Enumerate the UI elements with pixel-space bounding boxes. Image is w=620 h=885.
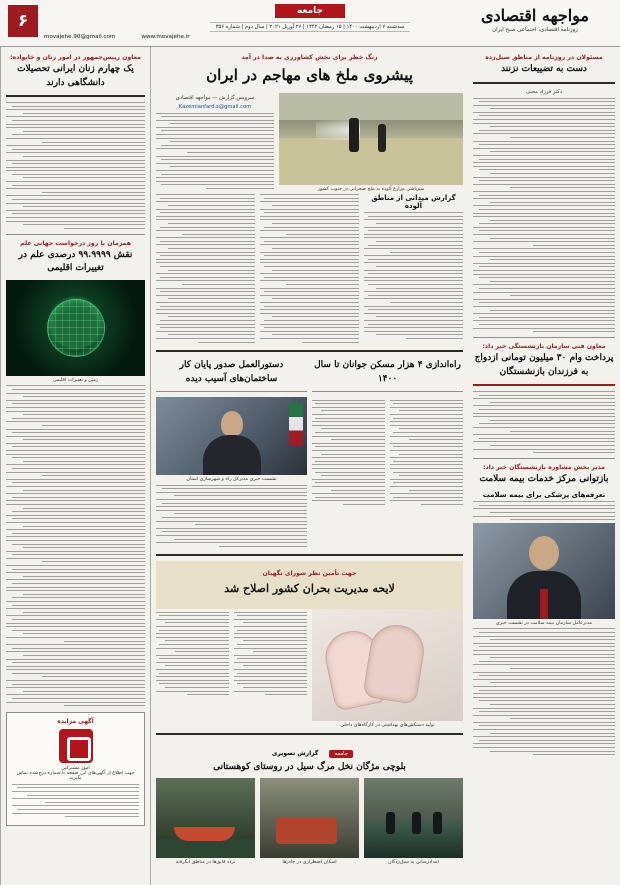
center-photo-caption: سم‌پاشی مزارع آلوده به ملخ صحرایی در جنوب کشور [317,186,425,192]
classified-ad-text: جهت اطلاع از آگهی‌های این صفحه با شماره درج‌شده تماس بگیرید [16,771,135,782]
masthead-links [44,34,190,40]
center-body-1 [364,212,463,339]
locust-spraying-photo [279,93,463,185]
right-lead-kicker: معاون رییس‌جمهور در امور زنان و خانواده: [10,54,141,61]
photo-figure-2 [412,812,421,834]
glove-right [362,621,427,705]
photo-figure-2 [378,124,386,152]
left-top-headline: دست به تضییعات نزنند [501,64,587,74]
photo-figure-1 [349,118,359,152]
center-mid-2-body-b [312,397,385,507]
center-footer-headline: بلوچی مژگان نخل مرگ سیل در روستای کوهستانی [213,761,406,772]
left-bottom-headline: بازتوانی مرکز خدمات بیمه سلامت [479,474,609,485]
footer-photo-1-wrap [364,778,463,865]
footer-badge: جامعه [329,750,353,758]
center-body-col-3 [156,192,255,346]
center-body-col-1 [364,192,463,346]
left-portrait-caption: مدیرعامل سازمان بیمه سلامت در نشست خبری [495,620,593,626]
left-bottom-subhead: تعرفه‌های پزشکی برای بیمه سلامت [482,490,606,499]
center-subhead: گزارش میدانی از مناطق آلوده [371,193,456,210]
footer-caption-1: امدادرسانی به سیل‌زدگان [388,860,439,866]
divider [156,350,463,352]
divider [473,337,615,338]
right-lead-headline: یک چهارم زنان ایرانی تحصیلات دانشگاهی دارند [17,64,134,88]
dateline: سه‌شنبه ۷ اردیبهشت ۱۴۰۰ | ۱۵ رمضان ۱۴۴۲ | ۲۷ آوریل ۲۰۲۱ | سال دوم | شماره ۳۵۶ [210,22,410,32]
center-bottom-body-b [156,609,229,728]
portrait-head [221,411,243,437]
right-ad-headline: نقش ۹۹.۹۹۹۹ درصدی علم در تغییرات اقلیمی [18,249,133,274]
center-lead-body [156,113,274,189]
center-mid-headline-2: راه‌اندازی ۴ هزار مسکن جوانان تا سال ۱۴۰۰ [314,360,461,384]
phone-icon [59,729,93,763]
globe-icon [47,299,105,357]
footer-photo-strip [156,778,463,865]
center-body-3 [156,194,255,342]
divider [156,733,463,735]
center-lead-photo-wrap [279,93,463,192]
center-lead-row [156,93,463,192]
column-center [150,47,468,885]
right-globe-caption: زمین و تغییرات اقلیمی [52,377,99,383]
iran-flag-icon [289,403,303,445]
photo-figure-3 [433,812,442,834]
left-mid-body [473,391,615,453]
left-top-kicker: مسئولان در روزنامه از مناطق سیل‌زده [485,54,603,61]
center-mid-2-body-a [390,397,463,507]
divider [6,95,145,97]
right-lead-body [6,102,145,229]
center-mid-photo-caption: نشست خبری مدیرکل راه و شهرسازی استان [186,477,277,483]
divider [6,234,145,235]
column-right [0,47,150,885]
center-byline: سرویس گزارش — مواجهه اقتصادی [175,94,255,101]
boat-photo [156,778,255,858]
center-body-col-2 [260,192,359,346]
divider [312,391,463,392]
classified-ad-box[interactable] [6,712,145,826]
masthead-email[interactable]: movajehe.90@gmail.com [44,34,116,40]
portrait-tie [540,589,548,619]
logo-subtitle: روزنامه اقتصادی، اجتماعی صبح ایران [492,27,578,33]
photo-hill [279,120,463,138]
center-byline-mail[interactable]: Kazemianfard.s@gmail.com [178,103,252,110]
right-ad-body [6,385,145,706]
footer-tag: گزارش تصویری [271,749,319,757]
gloves-caption: تولید دستکش‌های بهداشتی در کارگاه‌های داخلی [340,722,435,728]
flood-photo [364,778,463,858]
divider [156,391,307,392]
photo-boat [174,827,235,841]
center-mid-2-cols [312,397,463,507]
tent-photo [260,778,359,858]
center-bottom-text [156,609,307,728]
page-number: ۶ [8,5,38,37]
center-mid-headline-1: دستورالعمل صدور پایان کار ساختمان‌های آسیب دیده [179,360,284,384]
column-left [468,47,620,885]
divider [473,82,615,84]
photo-water [156,839,255,858]
center-gloves-wrap [312,609,463,728]
globe-science-photo [6,280,145,376]
divider-red [473,384,615,386]
footer-photo-3-wrap [156,778,255,865]
left-mid-kicker: معاون فنی سازمان بازنشستگی خبر داد: [482,343,606,351]
divider [473,458,615,459]
footer-photo-2-wrap [260,778,359,865]
center-mid-1-body [156,485,307,547]
center-mid-story-1 [156,357,307,549]
masthead-website[interactable]: www.movajehe.ir [141,34,190,40]
photo-figure-1 [386,812,395,834]
center-footer-head [156,740,463,759]
left-bottom-body [473,628,615,755]
masthead [0,0,620,47]
divider [156,554,463,556]
left-bottom-body-top [473,501,615,520]
center-top-headline: پیشروی ملخ های مهاجم در ایران [206,66,413,84]
center-top-kicker: زنگ خطر برای بخش کشاورزی به صدا در آمد [241,54,378,61]
center-mid-story-2 [312,357,463,549]
left-top-body [473,98,615,333]
gloves-photo [312,609,463,721]
center-mid-package [156,357,463,549]
classified-ad-label: امور مشترکین [61,766,90,772]
logo-title: مواجهه اقتصادی [480,6,589,25]
left-mid-headline: پرداخت وام ۳۰ میلیون تومانی ازدواج به فرزندان بازنشستگان [474,353,614,377]
center-byline-block [156,93,274,192]
newspaper-logo [460,6,610,33]
left-portrait-photo [473,523,615,619]
footer-caption-3: تردد قایق‌ها در مناطق آبگرفته [175,860,236,866]
center-bottom-body-a [234,609,307,728]
center-bottom-headline: لایحه مدیریت بحران کشور اصلاح شد [224,582,395,596]
portrait-body [203,435,261,475]
left-bottom-kicker: مدیر بخش مشاوره بازنشستگان خبر داد: [482,464,606,472]
left-top-byline: دکتر فرزاد محبی [525,88,563,95]
section-badge: جامعه [275,4,345,18]
right-ad-kicker: همزمان با روز درخواست جهانی علم [20,239,131,247]
photo-tent [276,817,337,844]
page-grid [0,47,620,885]
center-bottom-row [156,609,463,728]
portrait-head [529,536,559,570]
footer-caption-2: اسکان اضطراری در چادرها [282,860,337,866]
official-portrait-photo [156,397,307,475]
center-bottom-kicker: جهت تأمین نظر شورای نگهبان [262,570,357,578]
classified-ad-title: آگهی مزایده [57,718,94,726]
center-bottom-package [156,561,463,609]
center-three-col-body [156,192,463,346]
classified-ad-body [12,784,139,817]
center-body-2 [260,194,359,342]
